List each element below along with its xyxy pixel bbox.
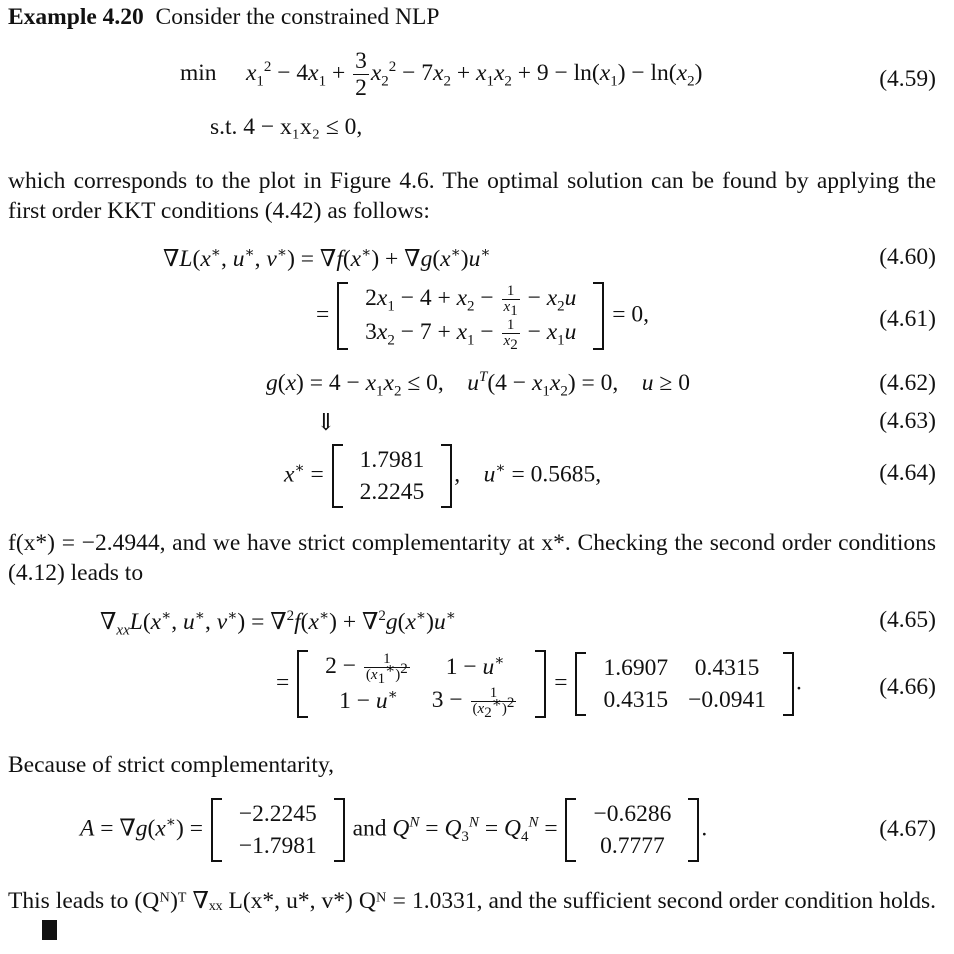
A-1: −2.2245 bbox=[238, 801, 317, 827]
implies-arrow: ⇓ bbox=[316, 410, 336, 436]
three-halves-fraction: $\frac{3}{2}$ bbox=[355, 48, 367, 101]
eq-number-4-66: (4.66) bbox=[879, 674, 936, 700]
gradient-vector: $2x_1 - 4 + x_2$ − $\frac{1}{x_1}$ − $x_2u$ $3x_2 - 7 + x_1$ − $\frac{1}{x_2}$ − $x_1u$ bbox=[335, 282, 606, 350]
x-star-vector bbox=[330, 444, 455, 508]
objective-equation: min $x_1^2 - 4x_1$ + $\frac{3}{2}$ $x_2^2 - 7x_2 + x_1x_2 + 9 - \ln(x_1) - \ln(x_2)$ bbox=[180, 48, 703, 101]
complementarity-eq: $g(x) = 4 - x_1x_2 \le 0$, $u^T(4 - x_1x_2) = 0$, u ≥ 0 bbox=[266, 369, 690, 400]
paragraph-kkt-intro: which corresponds to the plot in Figure 4.6. The optimal solution can be found by applying the first order KKT conditions (4.42) as follows: bbox=[8, 168, 936, 224]
hessian-numeric-matrix bbox=[573, 652, 796, 716]
example-label: Example 4.20 bbox=[8, 4, 144, 30]
eq-number-4-59: (4.59) bbox=[879, 66, 936, 92]
hessian-symbolic-matrix: 2 − $\frac{1}{(x_1^∗)^2}$ 1 − u∗ 1 − u∗ 3 − $\frac{1}{(x_2^∗)^2}$ bbox=[295, 650, 548, 718]
A-2: −1.7981 bbox=[238, 833, 317, 859]
eq-number-4-64: (4.64) bbox=[879, 460, 936, 486]
eq-number-4-62: (4.62) bbox=[879, 370, 936, 396]
constraint-line: s.t. 4 − x₁x₂ ≤ 0, bbox=[210, 114, 363, 140]
hessian-11: 1.6907 bbox=[603, 655, 669, 682]
projection-eq: A = ∇g(x∗) = −2.2245 −1.7981 and $Q^N = Q_3^N = Q_4^N$ = −0.6286 0.7777 . bbox=[80, 798, 707, 862]
eq-number-4-67: (4.67) bbox=[879, 816, 936, 842]
paragraph-second-order: f(x*) = −2.4944, and we have strict complementarity at x*. Checking the second order conditions (4.12) leads to bbox=[8, 530, 936, 586]
eq-number-4-61: (4.61) bbox=[879, 306, 936, 332]
hessian-lagrangian-eq: $\nabla_{xx}L(x^∗$, u∗, v∗) = ∇$^2$f(x∗) + ∇$^2$g(x∗)u∗ bbox=[100, 608, 456, 639]
hessian-22: −0.0941 bbox=[688, 687, 766, 714]
hessian-12: 0.4315 bbox=[694, 655, 760, 682]
eq-number-4-65: (4.65) bbox=[879, 607, 936, 633]
paragraph-conclusion bbox=[8, 886, 936, 946]
hessian-matrix-eq: = 2 − $\frac{1}{(x_1^∗)^2}$ 1 − u∗ 1 − u∗ 3 − $\frac{1}{(x_2^∗)^2}$ = 1.6907 0.4315 0.4315 −0.0941 . bbox=[276, 651, 802, 722]
u-star-value: 0.5685 bbox=[530, 461, 596, 488]
A-vector bbox=[209, 798, 347, 862]
example-heading bbox=[8, 2, 936, 32]
min-label: min bbox=[180, 59, 217, 86]
optimal-solution-eq: x∗ = 1.7981 2.2245 , u∗ = 0.5685, bbox=[284, 444, 601, 508]
qed-symbol bbox=[42, 920, 57, 940]
QN-1: −0.6286 bbox=[593, 801, 672, 827]
kkt-gradient-matrix-eq: = $2x_1 - 4 + x_2$ − $\frac{1}{x_1}$ − $x_2u$ $3x_2 - 7 + x_1$ − $\frac{1}{x_2}$ − $x_1u$ = 0, bbox=[316, 283, 650, 354]
QN-vector bbox=[563, 798, 701, 862]
example-intro: Consider the constrained NLP bbox=[155, 4, 440, 30]
QN-2: 0.7777 bbox=[600, 833, 665, 859]
x-star-2: 2.2245 bbox=[359, 479, 425, 505]
lagrangian-gradient-eq: ∇L(x∗, u∗, v∗) = ∇f(x∗) + ∇g(x∗)u∗ bbox=[163, 245, 491, 272]
x-star-1: 1.7981 bbox=[359, 447, 425, 473]
conclusion-text: This leads to (Qᴺ)ᵀ ∇ₓₓ L(x*, u*, v*) Qᴺ = 1.0331, and the sufficient second order condition holds. bbox=[8, 888, 936, 914]
eq-number-4-60: (4.60) bbox=[879, 244, 936, 270]
hessian-21: 0.4315 bbox=[603, 687, 669, 714]
eq-number-4-63: (4.63) bbox=[879, 408, 936, 434]
paragraph-strict-complementarity: Because of strict complementarity, bbox=[8, 752, 335, 778]
